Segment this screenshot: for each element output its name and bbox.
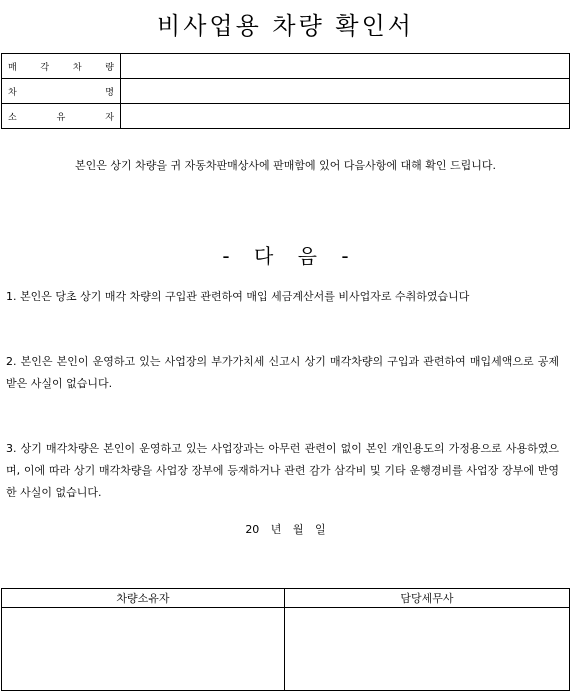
next-heading: - 다 음 -	[222, 244, 349, 268]
signature-box-tax-accountant[interactable]	[285, 608, 570, 691]
label-char: 명	[105, 87, 114, 98]
document-title: 비사업용 차량 확인서	[157, 12, 414, 40]
info-value-owner[interactable]	[121, 104, 570, 129]
signature-box-owner[interactable]	[2, 608, 285, 691]
label-char: 차	[72, 62, 82, 73]
info-row-owner	[2, 104, 570, 129]
label-char: 소	[8, 112, 17, 123]
info-label-owner	[2, 104, 121, 129]
signature-table	[1, 588, 570, 691]
date-line: 20 년 월 일	[245, 523, 326, 536]
label-char: 유	[56, 112, 66, 123]
info-label-vehicle	[2, 54, 121, 79]
label-char: 자	[105, 112, 114, 123]
info-label-model	[2, 79, 121, 104]
item-1: 1. 본인은 당초 상기 매각 차량의 구입관 관련하여 매입 세금계산서를 비사업자로 수취하였습니다	[6, 290, 470, 303]
signature-body-row	[2, 608, 570, 691]
vehicle-info-table	[1, 53, 570, 129]
info-row-vehicle	[2, 54, 570, 79]
signature-header-tax-accountant: 담당세무사	[285, 589, 570, 608]
info-value-vehicle[interactable]	[121, 54, 570, 79]
label-char: 차	[8, 87, 17, 98]
signature-header-owner: 차량소유자	[2, 589, 285, 608]
info-row-model	[2, 79, 570, 104]
item-2: 2. 본인은 본인이 운영하고 있는 사업장의 부가가치세 신고시 상기 매각차량의 구입과 관련하여 매입세액으로 공제받은 사실이 없습니다.	[6, 355, 559, 390]
item-3: 3. 상기 매각차량은 본인이 운영하고 있는 사업장과는 아무런 관련이 없이 본인 개인용도의 가정용으로 사용하였으며, 이에 따라 상기 매각차량을 사업장 장부에 등재하거나 관련 감가 삼각비 및 기타 운행경비를 사업장 장부에 반영한 사실이 없습니다.	[6, 442, 559, 499]
label-char: 량	[105, 62, 114, 73]
label-char: 매	[8, 62, 17, 73]
signature-header-row	[2, 589, 570, 608]
label-char: 각	[40, 62, 50, 73]
info-value-model[interactable]	[121, 79, 570, 104]
intro-statement: 본인은 상기 차량을 귀 자동차판매상사에 판매함에 있어 다음사항에 대해 확인 드립니다.	[75, 159, 496, 172]
